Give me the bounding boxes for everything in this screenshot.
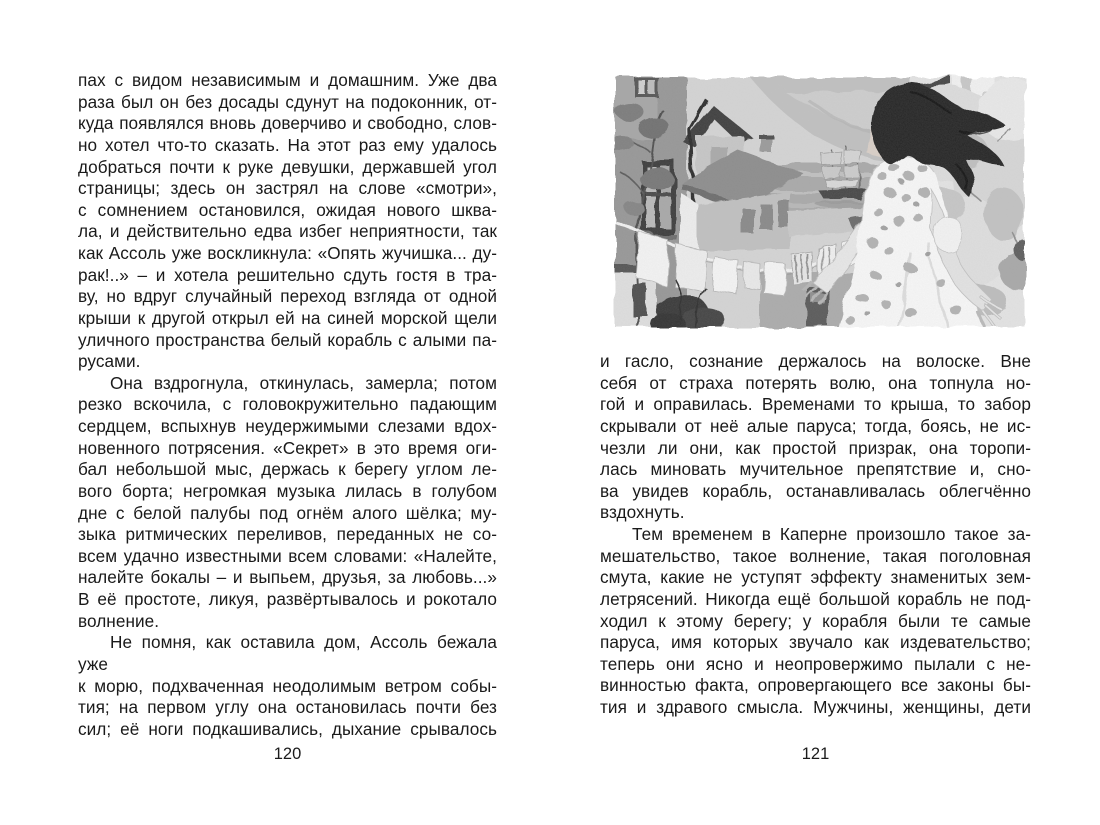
- text-line: скрывали от неё алые паруса; тогда, боясь, не ис-: [600, 415, 1031, 436]
- text-line: и гасло, сознание держалось на волоске. Вне: [600, 351, 1031, 371]
- text-line: винностью факта, опровергающего все законы бы-: [600, 675, 1031, 696]
- text-line: ходил к этому берегу; у корабля были те самые: [600, 610, 1031, 631]
- page-number-right: 121: [801, 745, 830, 763]
- text-line: как Ассоль уже воскликнула: «Опять жучишка... ду-: [78, 243, 497, 263]
- text-line: лась миновать мучительное препятствие и, сно-: [600, 459, 1031, 480]
- text-line: волнение.: [78, 610, 160, 631]
- text-line: но хотел что-то сказать. На этот раз ему удалось: [78, 134, 497, 155]
- text-line: тия и здравого смысла. Мужчины, женщины, дети: [600, 697, 1031, 717]
- text-line: смута, какие не уступят эффекту знаменитых зем-: [600, 567, 1031, 588]
- text-line: теперь они ясно и неопровержимо пылали с не-: [600, 653, 1031, 674]
- text-line: себя от страха потерять волю, она топнула но-: [600, 372, 1031, 393]
- text-line: Она вздрогнула, откинулась, замерла; потом: [110, 372, 497, 393]
- text-line: дне с белой палубы под огнём алого шёлка; му-: [78, 502, 497, 523]
- text-line: сил; её ноги подкашивались, дыхание срывалось: [78, 718, 497, 739]
- text-line: с сомнением остановился, ожидая нового шква-: [78, 199, 497, 220]
- text-line: сердцем, вспыхнув неудержимыми слезами вдох-: [78, 416, 497, 436]
- illustration-girl-watching-ship: [610, 72, 1030, 332]
- text-line: вого борта; негромкая музыка лилась в голубом: [78, 480, 497, 501]
- text-line: к морю, подхваченная неодолимым ветром собы-: [78, 675, 497, 696]
- text-line: Тем временем в Каперне произошло такое за-: [632, 524, 1031, 544]
- text-line: чезли ли они, как простой призрак, она торопи-: [600, 437, 1031, 458]
- text-line: раза был он без досады сдунут на подоконник, от-: [78, 91, 497, 112]
- text-line: гой и оправилась. Временами то крыша, то забор: [600, 394, 1031, 415]
- text-line: зыка ритмических переливов, переданных не со-: [78, 524, 497, 545]
- text-line: ву, но вдруг случайный переход взгляда от одной: [78, 286, 497, 307]
- text-line: русами.: [78, 351, 141, 372]
- text-line: новенного потрясения. «Секрет» в это время оги-: [78, 437, 497, 458]
- illustration-svg: [610, 72, 1030, 332]
- text-line: ла, и действительно едва избег неприятности, так: [78, 221, 497, 242]
- page-right-text: [600, 351, 1031, 719]
- text-line: паруса, имя которых звучало как издевательство;: [600, 632, 1031, 653]
- text-line: вздохнуть.: [600, 502, 685, 523]
- text-line: налейте бокалы – и выпьем, друзья, за любовь...»: [78, 567, 497, 588]
- text-line: Не помня, как оставила дом, Ассоль бежала уже: [78, 632, 497, 674]
- text-line: летрясений. Никогда ещё большой корабль не под-: [600, 588, 1031, 609]
- text-line: пах с видом независимым и домашним. Уже два: [78, 70, 497, 90]
- text-line: всем удачно известными всем словами: «Налейте,: [78, 545, 497, 566]
- text-line: рак!..» – и хотела решительно сдуть гостя в тра-: [78, 264, 497, 285]
- paper-grain-overlay: [615, 77, 1025, 327]
- text-line: страницы; здесь он застрял на слове «смотри»,: [78, 178, 497, 199]
- text-line: ва увидев корабль, останавливалась облегчённо: [600, 480, 1031, 501]
- text-line: мешательство, такое волнение, такая поголовная: [600, 545, 1031, 566]
- text-line: крыши к другой открыл ей на синей морской щели: [78, 307, 497, 328]
- page-number-left: 120: [273, 745, 302, 763]
- text-line: уличного пространства белый корабль с алыми па-: [78, 329, 497, 350]
- page-left-text: [78, 70, 497, 740]
- text-line: резко вскочила, с головокружительно падающим: [78, 394, 497, 415]
- text-line: В её простоте, ликуя, развёртывалось и рокотало: [78, 589, 497, 609]
- text-line: тия; на первом углу она остановилась почти без: [78, 697, 497, 718]
- text-line: добраться почти к руке девушки, державшей угол: [78, 156, 497, 177]
- text-line: куда появлялся вновь доверчиво и свободно, слов-: [78, 113, 497, 134]
- text-line: бал небольшой мыс, держась к берегу углом ле-: [78, 459, 497, 480]
